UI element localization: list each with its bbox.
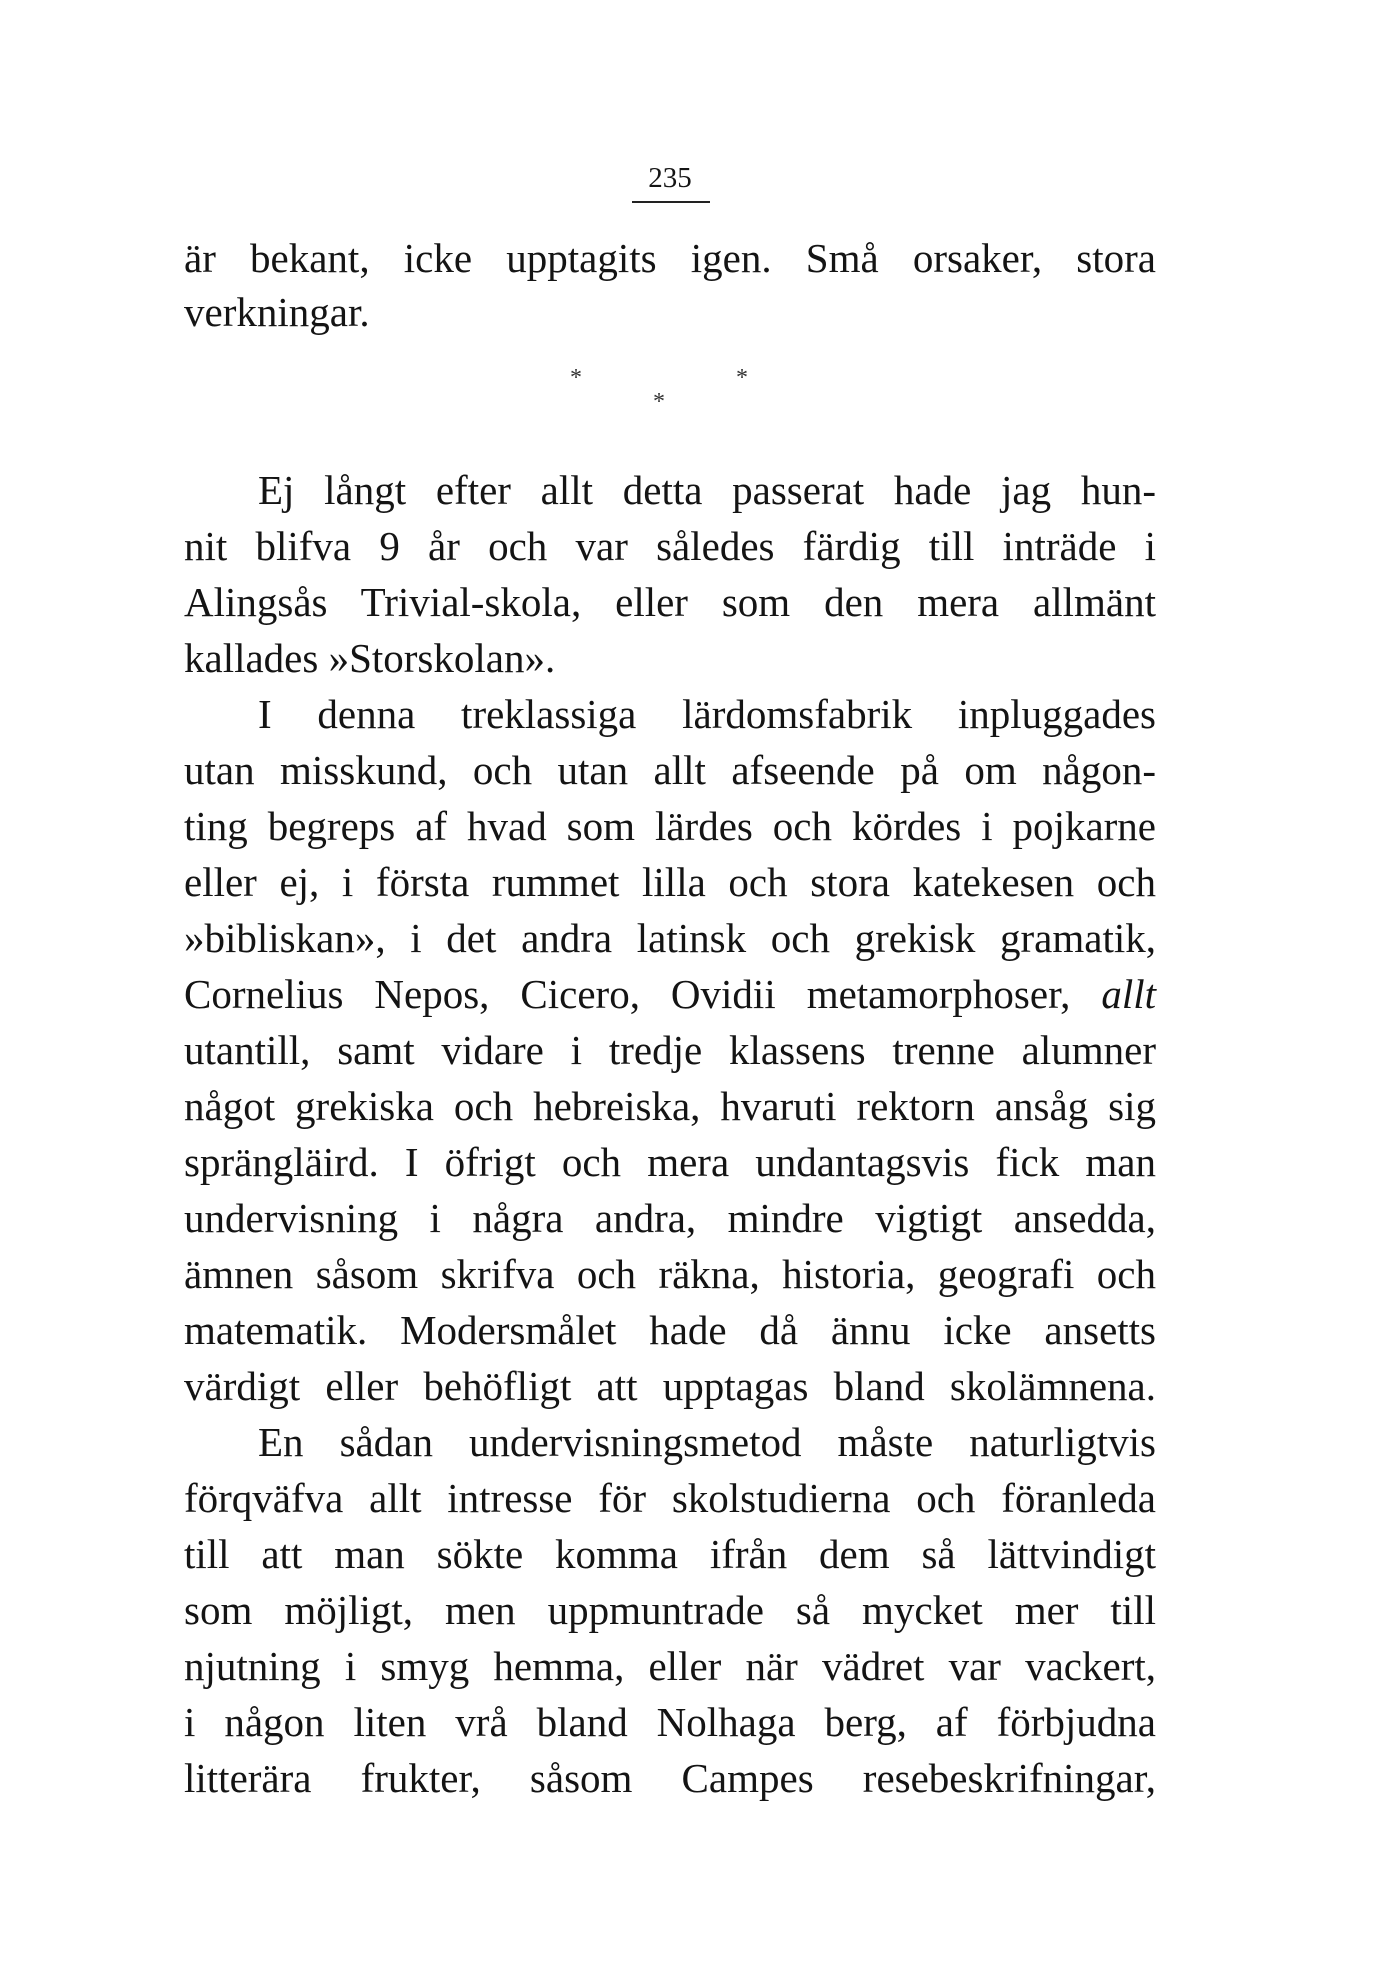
text-line: Ej långt efter allt detta passerat hade jag hun- bbox=[258, 467, 1156, 513]
text-line: värdigt eller behöfligt att upptagas bland skolämnena. bbox=[184, 1363, 1156, 1409]
page-number-rule bbox=[632, 201, 710, 203]
text-line: utantill, samt vidare i tredje klassens trenne alumner bbox=[184, 1027, 1156, 1073]
text-line: till att man sökte komma ifrån dem så lättvindigt bbox=[184, 1531, 1156, 1577]
text-line: ämnen såsom skrifva och räkna, historia, geografi och bbox=[184, 1251, 1156, 1297]
text-line: En sådan undervisningsmetod måste naturligtvis bbox=[258, 1419, 1156, 1465]
text-line: utan misskund, och utan allt afseende på om någon- bbox=[184, 747, 1156, 793]
italic-word: allt bbox=[1101, 971, 1157, 1017]
asterisk-icon: * bbox=[653, 389, 665, 415]
text-line: i någon liten vrå bland Nolhaga berg, af förbjudna bbox=[184, 1699, 1156, 1745]
text-segment: Cornelius Nepos, Cicero, Ovidii metamorphoser, bbox=[184, 971, 1071, 1017]
text-line: ting begreps af hvad som lärdes och kördes i pojkarne bbox=[184, 803, 1156, 849]
text-line: eller ej, i första rummet lilla och stora katekesen och bbox=[184, 859, 1156, 905]
text-line: nit blifva 9 år och var således färdig till inträde i bbox=[184, 523, 1156, 569]
asterisk-icon: * bbox=[736, 365, 748, 391]
text-line: njutning i smyg hemma, eller när vädret var vackert, bbox=[184, 1643, 1156, 1689]
text-line: verkningar. bbox=[184, 289, 370, 335]
text-line: litterära frukter, såsom Campes resebeskrifningar, bbox=[184, 1755, 1156, 1801]
text-line: I denna treklassiga lärdomsfabrik inpluggades bbox=[258, 691, 1156, 737]
text-line: matematik. Modersmålet hade då ännu icke ansetts bbox=[184, 1307, 1156, 1353]
asterisk-icon: * bbox=[570, 365, 582, 391]
text-line: sprängläird. I öfrigt och mera undantagsvis fick man bbox=[184, 1139, 1156, 1185]
text-line: Alingsås Trivial-skola, eller som den mera allmänt bbox=[184, 579, 1156, 625]
text-line: förqväfva allt intresse för skolstudierna och föranleda bbox=[184, 1475, 1156, 1521]
text-line: något grekiska och hebreiska, hvaruti rektorn ansåg sig bbox=[184, 1083, 1156, 1129]
text-line-with-italic bbox=[184, 964, 1156, 1024]
text-line: kallades »Storskolan». bbox=[184, 635, 556, 681]
text-line: är bekant, icke upptagits igen. Små orsaker, stora bbox=[184, 235, 1156, 281]
page-number: 235 bbox=[648, 162, 692, 194]
section-break bbox=[560, 360, 780, 420]
text-line: »bibliskan», i det andra latinsk och grekisk gramatik, bbox=[184, 915, 1156, 961]
text-line: som möjligt, men uppmuntrade så mycket mer till bbox=[184, 1587, 1156, 1633]
text-line: undervisning i några andra, mindre vigtigt ansedda, bbox=[184, 1195, 1156, 1241]
